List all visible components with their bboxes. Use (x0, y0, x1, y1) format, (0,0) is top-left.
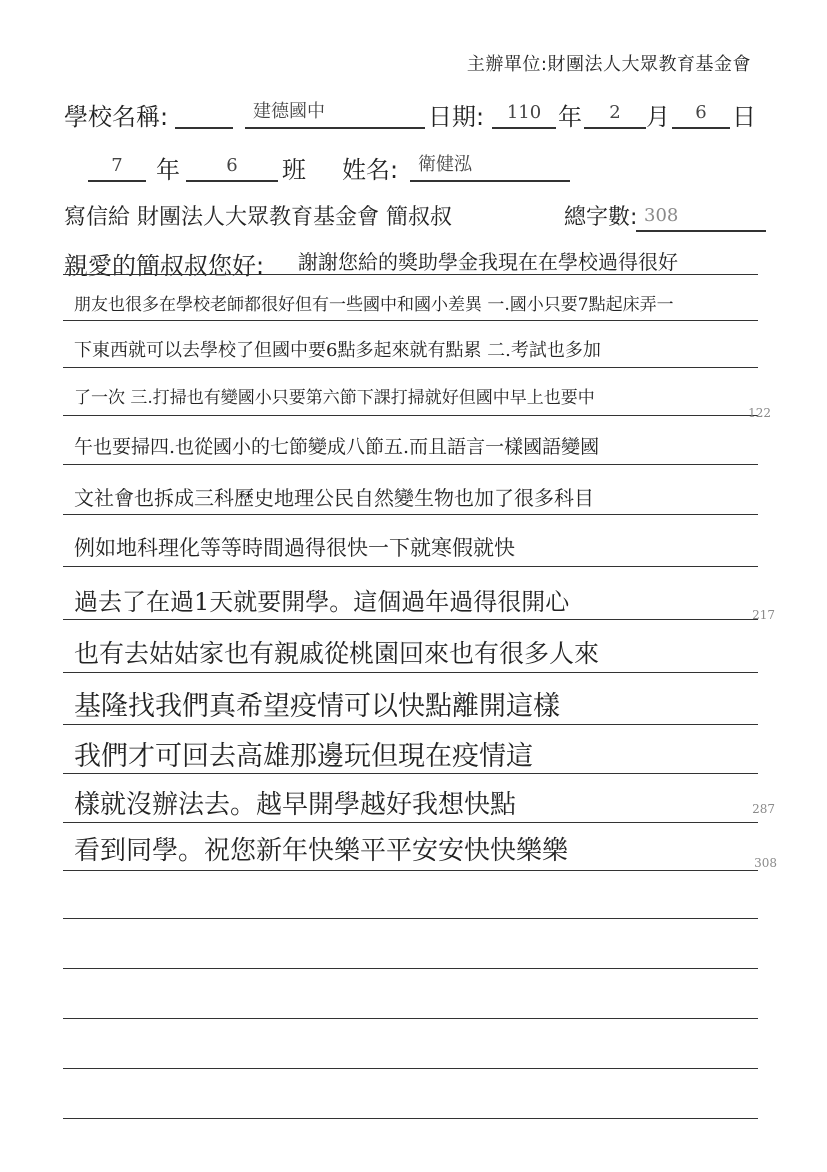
ruled-line-9 (63, 672, 758, 673)
letter-line-7: 例如地科理化等等時間過得很快一下就寒假就快 (74, 536, 515, 560)
ruled-line-15 (63, 968, 758, 969)
ruled-line-12 (63, 822, 758, 823)
letter-line-2: 朋友也很多在學校老師都很好但有一些國中和國小差異 一.國小只要7點起床弄一 (74, 295, 674, 315)
letter-line-9: 也有去姑姑家也有親戚從桃園回來也有很多人來 (74, 639, 600, 668)
date-year-value: 110 (506, 102, 542, 123)
letter-line-1: 謝謝您給的獎助學金我現在在學校過得很好 (298, 250, 678, 274)
ruled-line-11 (63, 773, 758, 774)
letter-line-5: 午也要掃四.也從國小的七節變成八節五.而且語言一樣國語變國 (74, 436, 600, 458)
grade-value: 7 (111, 155, 123, 176)
class-value: 6 (226, 155, 238, 176)
date-month-field[interactable] (584, 99, 646, 129)
ruled-line-7 (63, 566, 758, 567)
organizer-text: 主辦單位:財團法人大眾教育基金會 (466, 54, 751, 75)
month-label: 月 (646, 103, 670, 131)
letter-line-4: 了一次 三.打掃也有變國小只要第六節下課打掃就好但國中早上也要中 (74, 388, 595, 408)
date-month-value: 2 (609, 102, 621, 123)
letter-line-10: 基隆找我們真希望疫情可以快點離開這樣 (74, 691, 560, 722)
margin-note-4: 308 (754, 856, 777, 870)
class-field[interactable] (186, 152, 278, 182)
ruled-line-6 (63, 514, 758, 515)
school-date-row (0, 95, 827, 131)
letter-line-12: 樣就沒辦法去。越早開學越好我想快點 (74, 790, 517, 820)
margin-note-1: 122 (748, 406, 771, 420)
margin-note-2: 217 (752, 608, 775, 622)
school-name-value: 建德國中 (253, 101, 325, 122)
letter-line-11: 我們才可回去高雄那邊玩但現在疫情這 (74, 741, 533, 772)
ruled-line-18 (63, 1118, 758, 1119)
school-label: 學校名稱: (64, 103, 169, 131)
wordcount-label: 總字數: (564, 205, 638, 230)
ruled-line-13 (63, 870, 758, 871)
name-value: 衛健泓 (418, 154, 472, 175)
school-blank-prefix (175, 99, 233, 129)
year-label: 年 (558, 103, 582, 131)
ruled-line-3 (63, 367, 758, 368)
margin-note-3: 287 (752, 802, 775, 816)
recipient-row (0, 198, 827, 234)
ruled-line-8 (63, 619, 758, 620)
ruled-line-1 (63, 274, 758, 275)
name-field[interactable] (410, 152, 570, 182)
ruled-line-2 (63, 320, 758, 321)
date-day-field[interactable] (672, 99, 730, 129)
letter-line-13: 看到同學。祝您新年快樂平平安安快快樂樂 (74, 836, 569, 866)
wordcount-field[interactable] (636, 202, 766, 232)
ruled-line-5 (63, 464, 758, 465)
letter-line-6: 文社會也拆成三科歷史地理公民自然變生物也加了很多科目 (74, 486, 594, 510)
date-label: 日期: (428, 103, 485, 131)
ruled-line-4 (63, 415, 758, 416)
salutation: 親愛的簡叔叔您好: (64, 252, 265, 280)
recipient-text: 寫信給 財團法人大眾教育基金會 簡叔叔 (64, 205, 452, 230)
school-name-field[interactable] (245, 99, 425, 129)
date-year-field[interactable] (492, 99, 556, 129)
wordcount-value: 308 (644, 205, 679, 226)
grade-label: 年 (156, 156, 180, 184)
grade-field[interactable] (88, 152, 146, 182)
letter-line-8: 過去了在過1天就要開學。這個過年過得很開心 (74, 588, 570, 616)
grade-class-name-row (0, 148, 827, 184)
day-label: 日 (732, 103, 756, 131)
letter-line-3: 下東西就可以去學校了但國中要6點多起來就有點累 二.考試也多加 (74, 340, 601, 361)
name-label: 姓名: (342, 156, 399, 184)
date-day-value: 6 (695, 102, 707, 123)
ruled-line-16 (63, 1018, 758, 1019)
ruled-line-14 (63, 918, 758, 919)
ruled-line-10 (63, 724, 758, 725)
class-label: 班 (282, 156, 306, 184)
ruled-line-17 (63, 1068, 758, 1069)
